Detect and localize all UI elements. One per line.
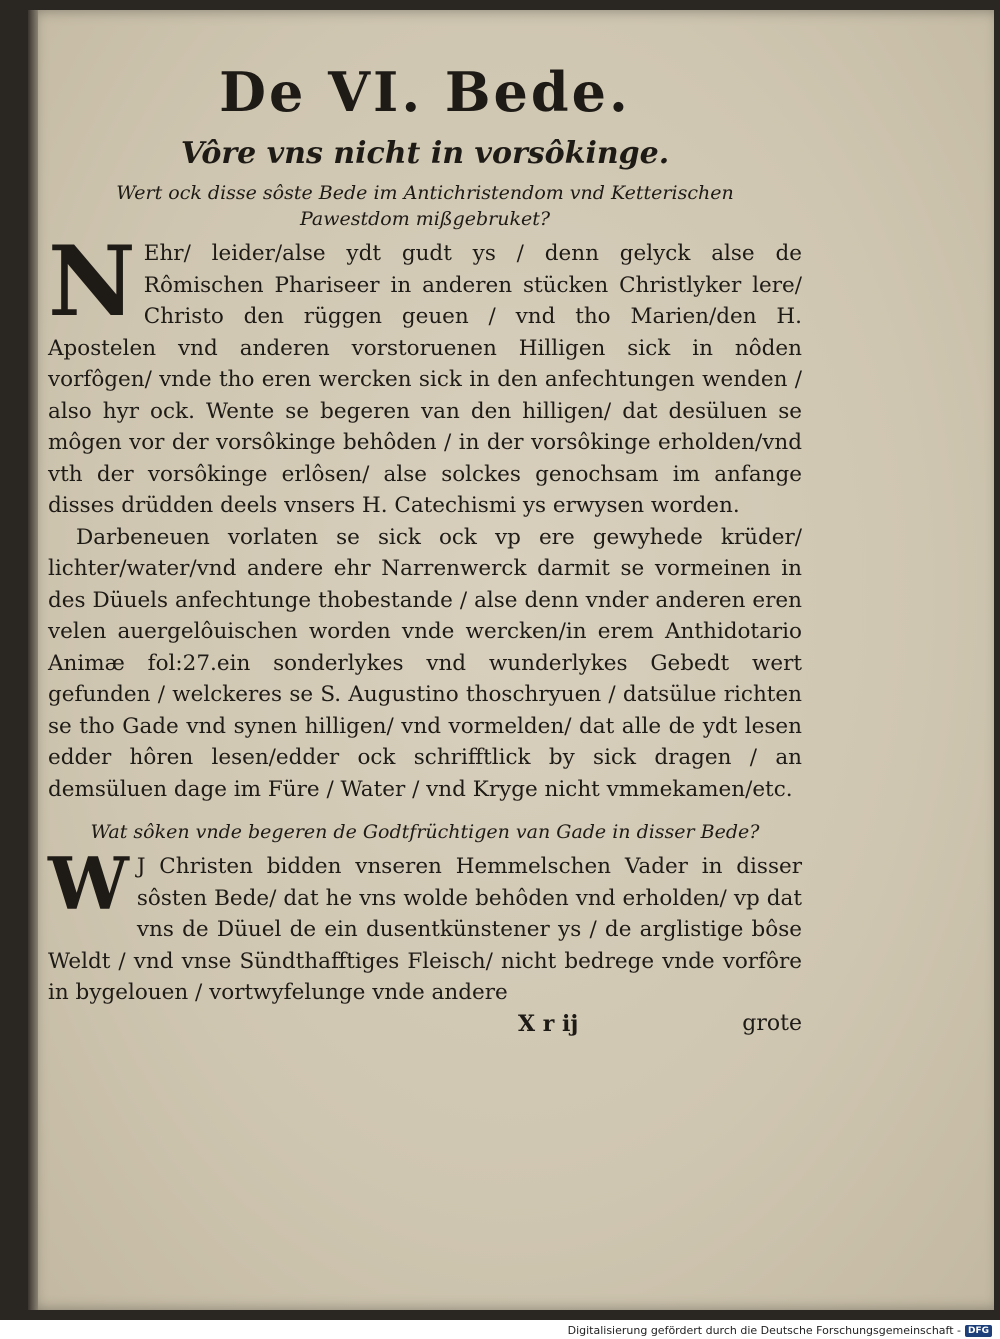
- answer-paragraph-2: Darbeneuen vorlaten se sick ock vp ere gewyhede krüder/ lichter/water/vnd andere ehr Narrenwerck darmit se vormeinen in des Düuels anfechtunge thobestande / alse denn vnder anderen eren velen auergelôuischen worden vnde wercken/in erem Anthidotario Animæ fol:27.ein sonderlykes vnd wunderlykes Gebedt wert gefunden / welckeres se S. Augustino thoschryuen / datsülue richten se tho Gade vnd synen hilligen/ vnd vormelden/ dat alle de ydt lesen edder hôren lesen/edder ock schrifftlick by sick dragen / an demsüluen dage im Füre / Water / vnd Kryge nicht vmmekamen/etc.: [48, 524, 802, 802]
- digitization-credit: [568, 1324, 992, 1337]
- catchword: grote: [742, 1010, 802, 1036]
- dfg-logo-icon: DFG: [965, 1325, 992, 1337]
- answer-paragraph-3: [48, 841, 802, 1009]
- signature-mark: X r ij: [518, 1010, 579, 1037]
- initial-letter: W: [48, 841, 129, 926]
- answer-paragraph-1: [48, 225, 802, 522]
- page-content: [48, 56, 802, 1037]
- credit-text: Digitalisierung gefördert durch die Deutsche Forschungsgemeinschaft -: [567, 1324, 961, 1337]
- section-subtitle: Vôre vns nicht in vorsôkinge.: [180, 136, 670, 171]
- answer-text-3: J Christen bidden vnseren Hemmelschen Vader in disser sôsten Bede/ dat he vns wolde behôden vnd erholden/ vp dat vns de Düuel de ein dusentkünstener ys / de arglistige bôse Weldt / vnd vnse Sündthafftiges Fleisch/ nicht bedrege vnde vorfôre in bygelouen / vortwyfelunge vnde andere: [48, 854, 802, 1005]
- page-gutter: [28, 10, 38, 1310]
- initial-letter: N: [48, 225, 136, 338]
- running-title: De VI. Bede.: [219, 60, 631, 124]
- question-heading-2: Wat sôken vnde begeren de Godtfrüchtigen van Gade in disser Bede?: [90, 821, 760, 843]
- page-footer: [48, 1011, 802, 1037]
- question-heading-1: Wert ock disse sôste Bede im Antichristendom vnd Ketterischen Pawestdom mißgebruket?: [116, 182, 734, 230]
- answer-text-1: Ehr/ leider/alse ydt gudt ys / denn gelyck alse de Rômischen Phariseer in anderen stücken Christlyker lere/ Christo den rüggen geuen / vnd tho Marien/den H. Apostelen vnd anderen vorstoruenen Hilligen sick in nôden vorfôgen/ vnde tho eren wercken sick in den anfechtungen wenden / also hyr ock. Wente se begeren van den hilligen/ dat desüluen se môgen vor der vorsôkinge behôden / in der vorsôkinge erholden/vnd vth der vorsôkinge erlôsen/ alse solckes genochsam im anfange disses drüdden deels vnsers H. Catechismi ys erwysen worden.: [48, 241, 802, 518]
